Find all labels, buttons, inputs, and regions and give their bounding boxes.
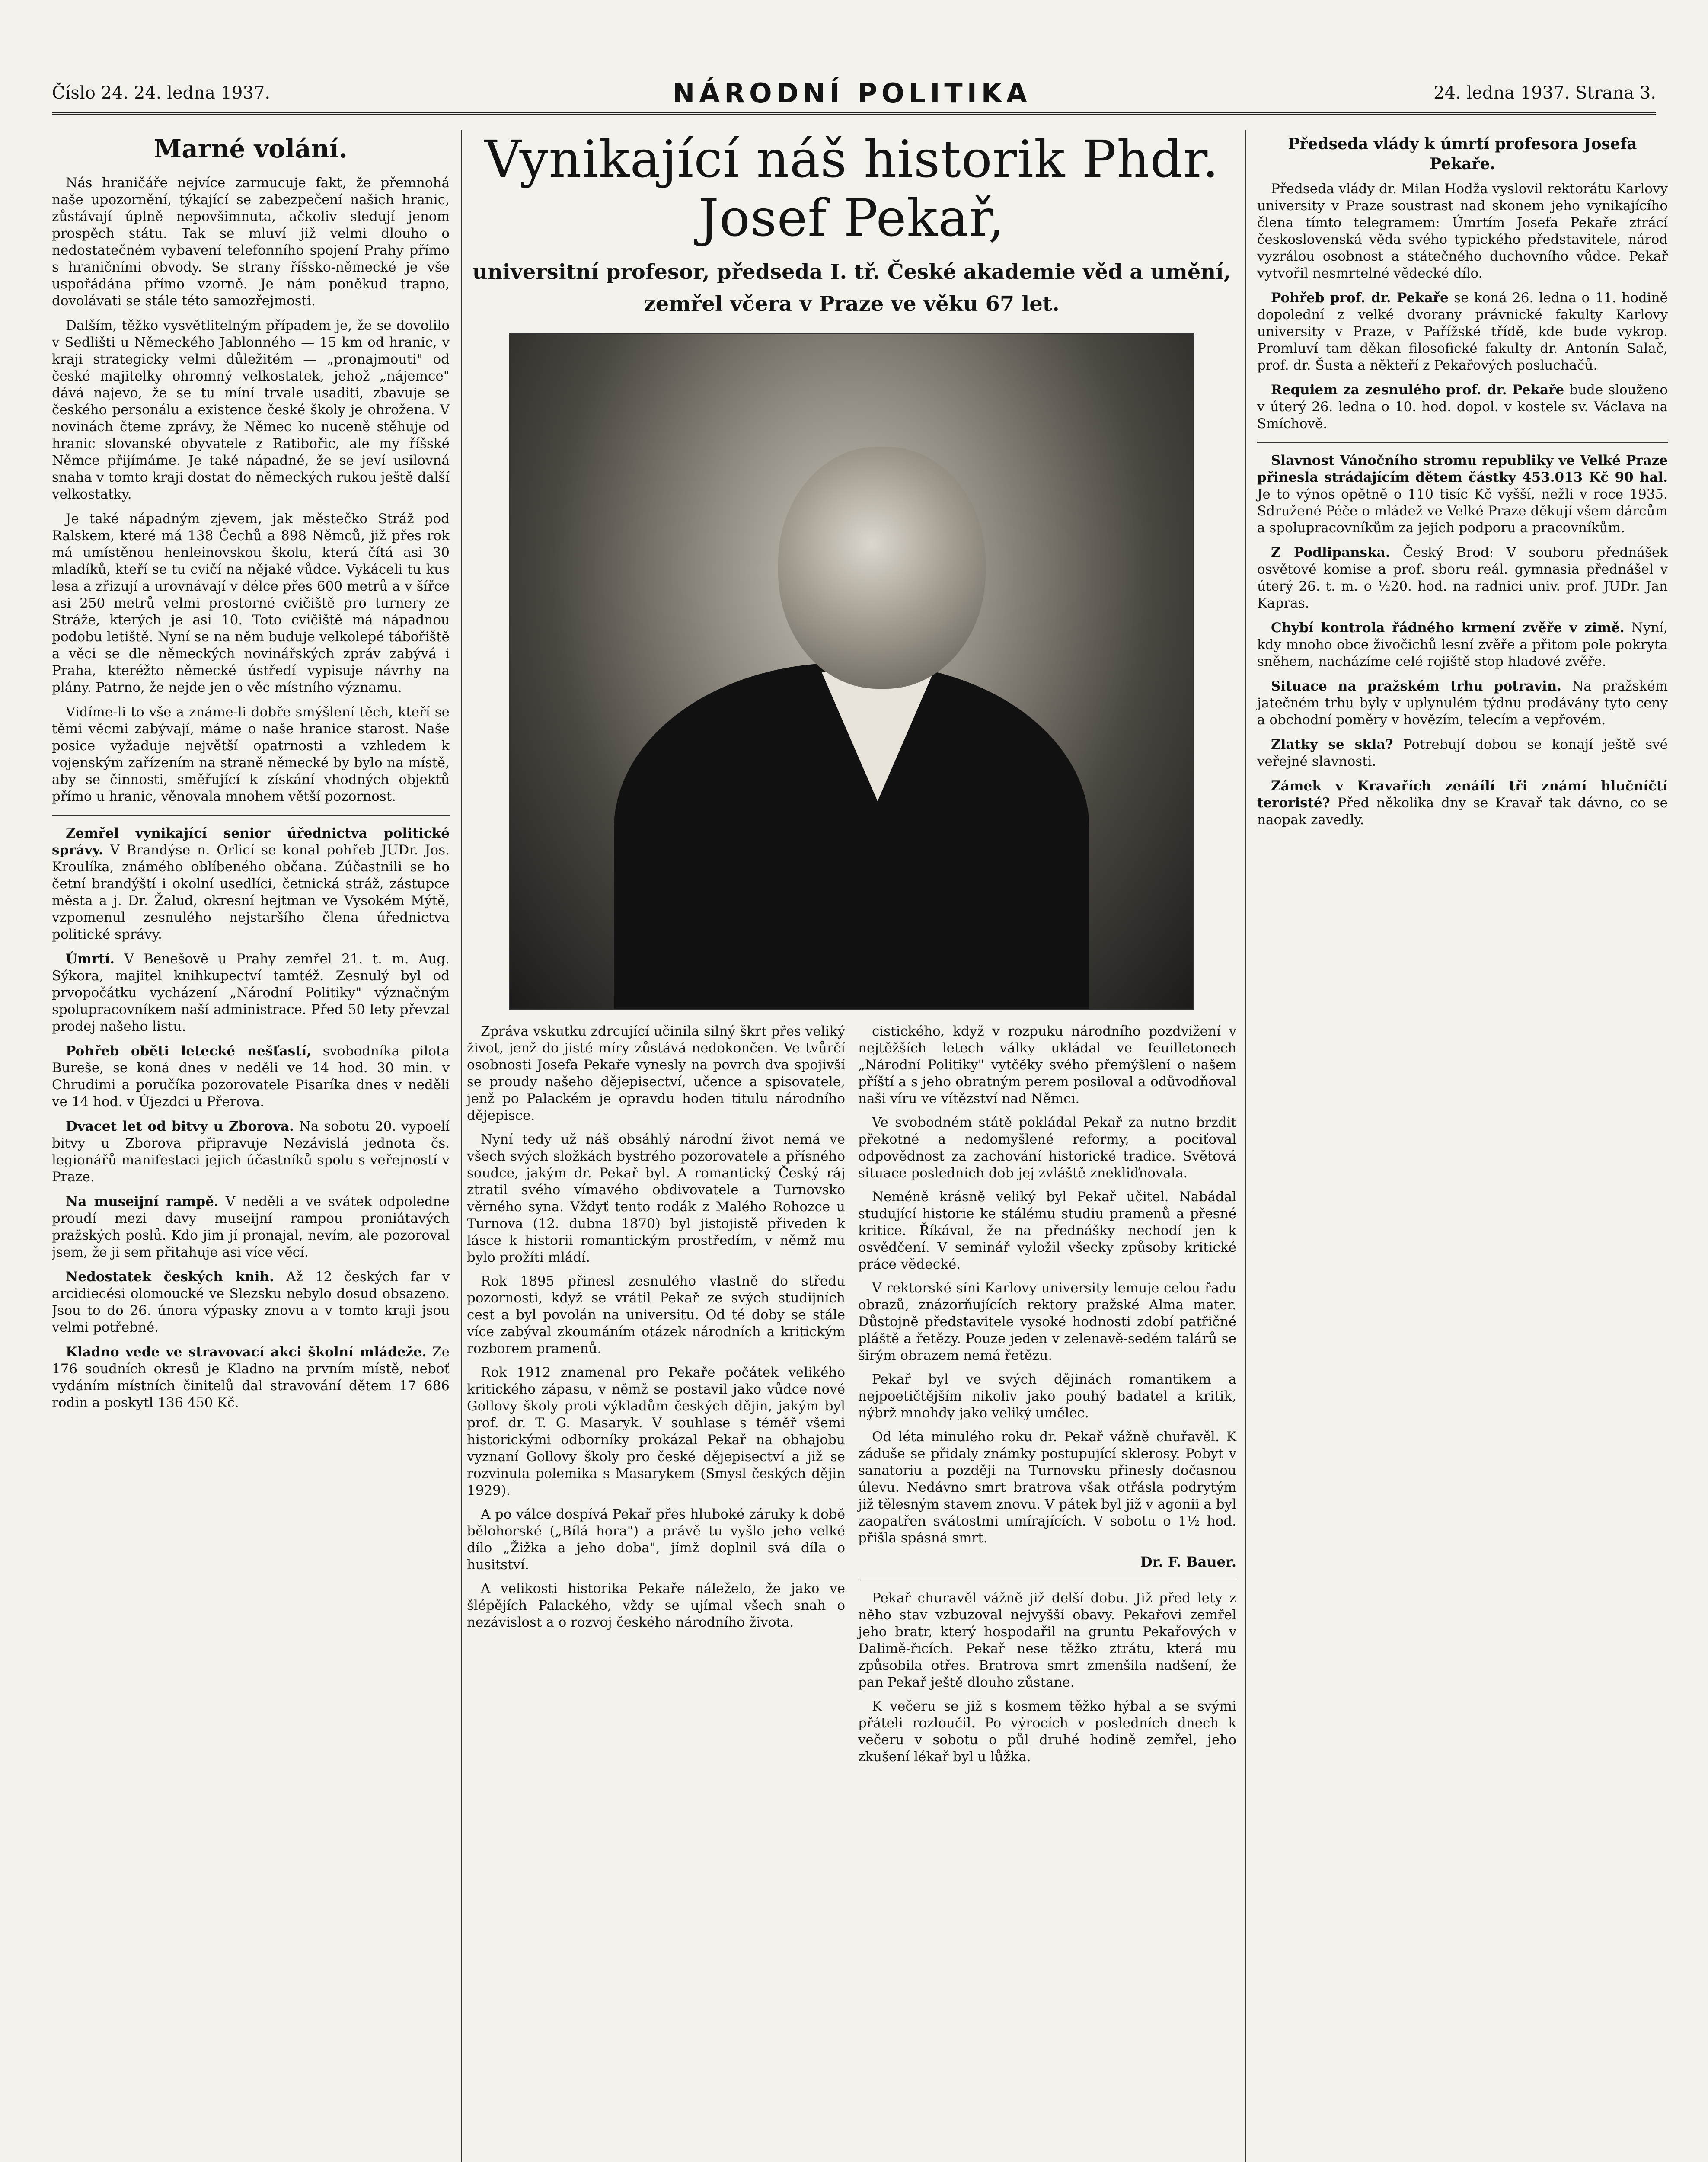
news-head: Zemřel vynikající senior úřednictva politické správy. <box>52 825 450 858</box>
issue-number: Číslo 24. 24. ledna 1937. <box>52 83 271 103</box>
news-text: Nyní, kdy mnoho obce živočichů lesní zvěře a přitom pole pokryta sněhem, nacházíme celé rojiště stop hladové zvěře. <box>1257 620 1668 669</box>
news-item <box>52 1043 450 1110</box>
right-column <box>1245 130 1668 2162</box>
paragraph: A velikosti historika Pekaře náleželo, že jako ve šlépějích Palackého, vždy se ujímal všech snah o nezávislost a o rozvoj českého národního života. <box>467 1581 845 1630</box>
divider <box>52 815 450 816</box>
news-head: Situace na pražském trhu potravin. <box>1271 678 1562 694</box>
news-item <box>52 951 450 1035</box>
masthead <box>52 74 1656 115</box>
news-text: Na pražském jatečném trhu byly v uplynulém týdnu prodávány tyto ceny a obchodní poměry v hovězím, telecím a vepřovém. <box>1257 678 1668 728</box>
news-text: Ze 176 soudních okresů je Kladno na prvním místě, neboť vydáním místních činitelů dal stravování dětem 17 686 rodin a poskytl 136 450 Kč. <box>52 1344 450 1410</box>
news-head: Chybí kontrola řádného krmení zvěře v zimě. <box>1271 620 1625 636</box>
news-item <box>52 1269 450 1336</box>
center-article <box>467 130 1236 2162</box>
news-text: Až 12 českých far v arcidiecési olomoucké ve Slezsku nebylo dosud obsazeno. Jsou to do 26. února výpasky znovu a v tomto kraji jsou velmi potřebné. <box>52 1269 450 1335</box>
news-item <box>52 825 450 943</box>
headline-pekar: Vynikající náš historik Phdr. Josef Pekař, <box>484 129 1219 248</box>
news-head: Úmrtí. <box>66 951 115 967</box>
news-text: se koná 26. ledna o 11. hodině dopolední z velké dvorany právnické fakulty Karlovy university v Praze, v Pařížské třídě, kde bude vykrop. Promluví tam děkan filosofické fakulty dr. Antonín Salač, prof. dr. Šusta a někteří z Pekařových posluchačů. <box>1257 290 1668 373</box>
paragraph: K večeru se již s kosmem těžko hýbal a se svými přáteli rozloučil. Po výrocích v posledních dnech k večeru v sobotu o půl druhé hodině zemřel, jeho zkušení lékař byl u lůžka. <box>858 1698 1236 1765</box>
paragraph: Vidíme-li to vše a známe-li dobře smýšlení těch, kteří se těmi věcmi zabývají, máme o naše hranice starost. Naše posice vyžaduje největší opatrnosti a vzhledem k vojenským zařízením na straně německé by bylo na místě, aby se činnosti, směřující k získání vhodných objektů přímo u hranic, věnovala mnohem větší pozornost. <box>52 704 450 804</box>
news-text: bude slouženo v úterý 26. ledna o 10. hod. dopol. v kostele sv. Václava na Smíchově. <box>1257 382 1668 432</box>
news-head: Pohřeb oběti letecké nešťastí, <box>66 1043 312 1059</box>
paragraph: Ve svobodném státě pokládal Pekař za nutno brzdit překotné a nedomyšlené reformy, a pociťoval odpovědnost za zachování historické tradice. Světová situace posledních dob jej zvláště znekliďnovala. <box>858 1115 1236 1181</box>
left-column <box>52 130 462 2162</box>
news-head: Requiem za zesnulého prof. dr. Pekaře <box>1271 382 1564 398</box>
divider <box>1257 442 1668 443</box>
news-item <box>1257 452 1668 537</box>
news-text: Před několika dny se Kravař tak dávno, co se naopak zavedly. <box>1257 795 1668 828</box>
news-head: Slavnost Vánočního stromu republiky ve Velké Praze přinesla strádajícím dětem částky 453.013 Kč 90 hal. <box>1257 453 1668 485</box>
article-title-marne-volani: Marné volání. <box>154 134 348 163</box>
news-item <box>1257 736 1668 770</box>
news-text: V Brandýse n. Orlicí se konal pohřeb JUDr. Jos. Kroulíka, známého oblíbeného občana. Zúčastnili se ho četní brandýští i okolní usedlíci, četnická stráž, zástupce města a j. Dr. Žalud, okresní hejtman ve Vysokém Mýtě, vzpomenul zesnulého nejstaršího člena úřednictva politické správy. <box>52 842 450 942</box>
news-item <box>1257 544 1668 612</box>
author-signature: Dr. F. Bauer. <box>1140 1554 1236 1570</box>
subheadline: universitní profesor, předseda I. tř. České akademie věd a umění, zemřel včera v Praze ve věku 67 let. <box>472 260 1231 316</box>
newspaper-name: NÁRODNÍ POLITIKA <box>672 77 1031 109</box>
paragraph: Pekař byl ve svých dějinách romantikem a nejpoetičtějším nikoliv jako pouhý badatel a kritik, nýbrž mnohdy jako veliký umělec. <box>858 1372 1236 1421</box>
news-item <box>1257 678 1668 729</box>
paragraph: Je také nápadným zjevem, jak městečko Stráž pod Ralskem, které má 138 Čechů a 898 Němců, již přes rok má umístěnou henleinovskou školu, která čítá asi 30 mladíků, kteří se tu cvičí na nějaké vůdce. Vykáceli tu kus lesa a zřizují a urovnávají v délce přes 600 metrů a v šířce asi 250 metrů velmi prostorné cvičiště pro turnery ze Stráže, kterých je asi 10. Toto cvičiště má nápadnou podobu letiště. Nyní se na něm buduje velkolepé tábořiště a věci se dle německých novinářských zpráv zabývá i Praha, kteréžto německé ústředí vypisuje návrhy na plány. Patrno, že nejde jen o věc místního významu. <box>52 511 450 695</box>
portrait-head <box>778 447 986 689</box>
news-head: Nedostatek českých knih. <box>66 1269 274 1285</box>
article-column-1 <box>467 1023 845 1772</box>
news-text: Je to výnos opětně o 110 tisíc Kč vyšší, nežli v roce 1935. Sdružené Péče o mládež ve Velké Praze děkují všem dárcům a spolupracovníkům za jejich podporu a pracovníkům. <box>1257 486 1668 536</box>
paragraph: cistického, když v rozpuku národního pozdvižení v nejtěžších letech války ukládal ve feuilletonech „Národní Politiky" vytčěky svého přemýšlení o našem příští a s jeho obratným perem posiloval a odůvodňoval naši víru ve vítězství nad Němci. <box>858 1023 1236 1107</box>
date-page: 24. ledna 1937. Strana 3. <box>1433 83 1656 103</box>
news-head: Pohřeb prof. dr. Pekaře <box>1271 290 1449 306</box>
news-text: svobodníka pilota Bureše, se koná dnes v neděli ve 14 hod. 30 min. v Chrudimi a poručíka pozorovatele Pisaríka dnes v neděli ve 14 hod. v Újezdci u Přerova. <box>52 1043 450 1110</box>
news-text: Na sobotu 20. vypoelí bitvy u Zborova připravuje Nezávislá jednota čs. legionářů manifestaci jejich účastníků spolu s veřejností v Praze. <box>52 1119 450 1185</box>
block-head: Předseda vlády k úmrtí profesora Josefa Pekaře. <box>1288 135 1637 173</box>
news-item <box>1257 290 1668 374</box>
news-text: Český Brod: V souboru přednášek osvětové komise a prof. sboru reál. gymnasia přednášel v úterý 26. t. m. o ½20. hod. na radnici univ. prof. JUDr. Jan Kapras. <box>1257 545 1668 611</box>
news-text: Potrebují dobou se konají ještě své veřejné slavnosti. <box>1257 737 1668 769</box>
news-head: Zlatky se skla? <box>1271 737 1393 752</box>
paragraph: V rektorské síni Karlovy university lemuje celou řadu obrazů, znázorňujících rektory pražské Alma mater. Důstojně představitele vysoké hodnosti zdobí patřičné pláště a řetězy. Pouze jeden v zelenavě-sedém talárů se širým obrazem nemá řetězu. <box>858 1280 1236 1363</box>
news-head: Dvacet let od bitvy u Zborova. <box>66 1119 294 1134</box>
portrait-photo <box>509 333 1194 1010</box>
paragraph: Rok 1912 znamenal pro Pekaře počátek velikého kritického zápasu, v němž se postavil jako vůdce nové Gollovy školy proti výkladům českých dějin, jakým byl prof. dr. T. G. Masaryk. V souhlase s téměř všemi historickými odborníky prokázal Pekař na obhajobu vyznaní Gollovy školy pro české dějepisectví a již se rozvinula polemika s Masarykem (Smysl českých dějin 1929). <box>467 1365 845 1498</box>
article-column-2 <box>858 1023 1236 1772</box>
block-text: Předseda vlády dr. Milan Hodža vyslovil rektorátu Karlovy university v Praze soustrast nad skonem jeho vynikajícího člena tímto telegramem: Úmrtím Josefa Pekaře ztrácí československá věda svého typického představitele, národ vyzrálou osobnost a státečného duchovního vůdce. Pekař vytvořil nesmrtelné vědecké dílo. <box>1257 181 1668 281</box>
news-head: Na museijní rampě. <box>66 1194 219 1209</box>
paragraph: Dalším, těžko vysvětlitelným případem je, že se dovolilo v Sedlišti u Německého Jablonného — 15 km od hranic, v kraji strategicky velmi důležitém — „pronajmouti" od české majitelky ohromný velkostatek, jehož „nájemce" dává najevo, že se tu míní trvale usaditi, zbavuje se českého personálu a existence české školy je ohrožena. V novinách čteme zprávy, že Němec ko nuceně stěhuje od hranic slovanské obyvatele z Ratibořic, ale my říšské Němce přijímáme. Je také nápadné, že se jeví usilovná snaha v tomto kraji dostat do německých rukou ještě další velkostatky. <box>52 318 450 502</box>
paragraph: Zpráva vskutku zdrcující učinila silný škrt přes veliký život, jenž do jisté míry zůstává nedokončen. Ve tvůrčí osobnosti Josefa Pekaře vynesly na povrch dva spojivší se proudy našeho dějepisectví, učence a spisovatele, jenž po Palackém je opravdu hoden titulu národního dějepisce. <box>467 1023 845 1123</box>
news-text: V Benešově u Prahy zemřel 21. t. m. Aug. Sýkora, majitel knihkupectví tamtéž. Zesnulý byl od prvopočátku vycházení „Národní Politiky" význačným spolupracovníkem naší administrace. Před 50 lety převzal prodej našeho listu. <box>52 951 450 1034</box>
news-head: Zámek v Kravařích zenáílí tři známí hlučníčtí teroristé? <box>1257 778 1668 811</box>
news-item <box>52 1193 450 1261</box>
paragraph: Od léta minulého roku dr. Pekař vážně chuřavěl. K záduše se přidaly známky postupující sklerosy. Pobyt v sanatoriu a později na Turnovsku přinesly dočasnou úlevu. Nedávno smrt bratrova však otřásla podrytým již tělesným stavem znovu. V pátek byl již v agonii a byl zaopatřen svátostmi umírajících. V sobotu o 1½ hod. přišla spásná smrt. <box>858 1429 1236 1546</box>
paragraph: Nás hraničáře nejvíce zarmucuje fakt, že přemnohá naše upozornění, týkající se zabezpečení našich hranic, zůstávají úplně nepovšimnuta, ačkoliv sledují jenom prospěch státu. Tak se mluví již velmi dlouho o nedostatečném vybavení telefonního spojení Prahy přímo s hraničními obvody. Se strany říšsko-německé je vše uspořádána přímo vzorně. Je nám poněkud trapno, dovolávati se stále této samozřejmosti. <box>52 175 450 309</box>
paragraph: A po válce dospívá Pekař přes hluboké záruky k době bělohorské („Bílá hora") a právě tu vyšlo jeho velké dílo „Žižka a jeho doba", jímž doplnil svá díla o husitství. <box>467 1506 845 1573</box>
news-item <box>1257 382 1668 432</box>
paragraph: Neméně krásně veliký byl Pekař učitel. Nabádal studující historie ke stálému studiu pramenů a přesné kritice. Říkával, že na přednášky nechodí jen k osvědčení. V seminář vyložil všecky způsoby kritické práce vědecké. <box>858 1189 1236 1272</box>
news-item <box>52 1118 450 1186</box>
paragraph: Rok 1895 přinesl zesnulého vlastně do středu pozornosti, když se vrátil Pekař ze svých studijních cest a byl povolán na universitu. Od té doby se stále více zabýval zkoumáním otázek národních a kritickým rozborem pramenů. <box>467 1273 845 1356</box>
news-item <box>1257 620 1668 670</box>
news-head: Z Podlipanska. <box>1271 545 1390 560</box>
paragraph: Nyní tedy už náš obsáhlý národní život nemá ve všech svých složkách bystrého pozorovatele a přísného soudce, jakým dr. Pekař byl. A romantický Český ráj ztratil svého vímavého obdivovatele a Turnovsko věrného syna. Vždyť tento rodák z Malého Rohozce u Turnova (12. dubna 1870) byl jistojistě přiveden k lásce k historii romantickým prostředím, v němž mu bylo prožíti mládí. <box>467 1132 845 1265</box>
news-item <box>1257 778 1668 828</box>
news-item <box>52 1344 450 1411</box>
paragraph: Pekař churavěl vážně již delší dobu. Již před lety z něho stav vzbuzoval nejvyšší obavy. Pekařovi zemřel jeho bratr, který hospodařil na gruntu Pekařových v Dalimě-řicích. Pekař nese těžko ztrátu, která mu způsobila otřes. Bratrova smrt zmenšila nadšení, že pan Pekař ještě dlouho zůstane. <box>858 1590 1236 1690</box>
news-head: Kladno vede ve stravovací akci školní mládeže. <box>66 1344 427 1360</box>
news-text: V neděli a ve svátek odpoledne proudí mezi davy museijní rampou proniátavých pražských poslů. Kdo jim jí pronajal, nevím, ale pozoroval jsem, že ji sem přitahuje asi více věcí. <box>52 1194 450 1260</box>
article-body <box>467 1023 1236 1772</box>
